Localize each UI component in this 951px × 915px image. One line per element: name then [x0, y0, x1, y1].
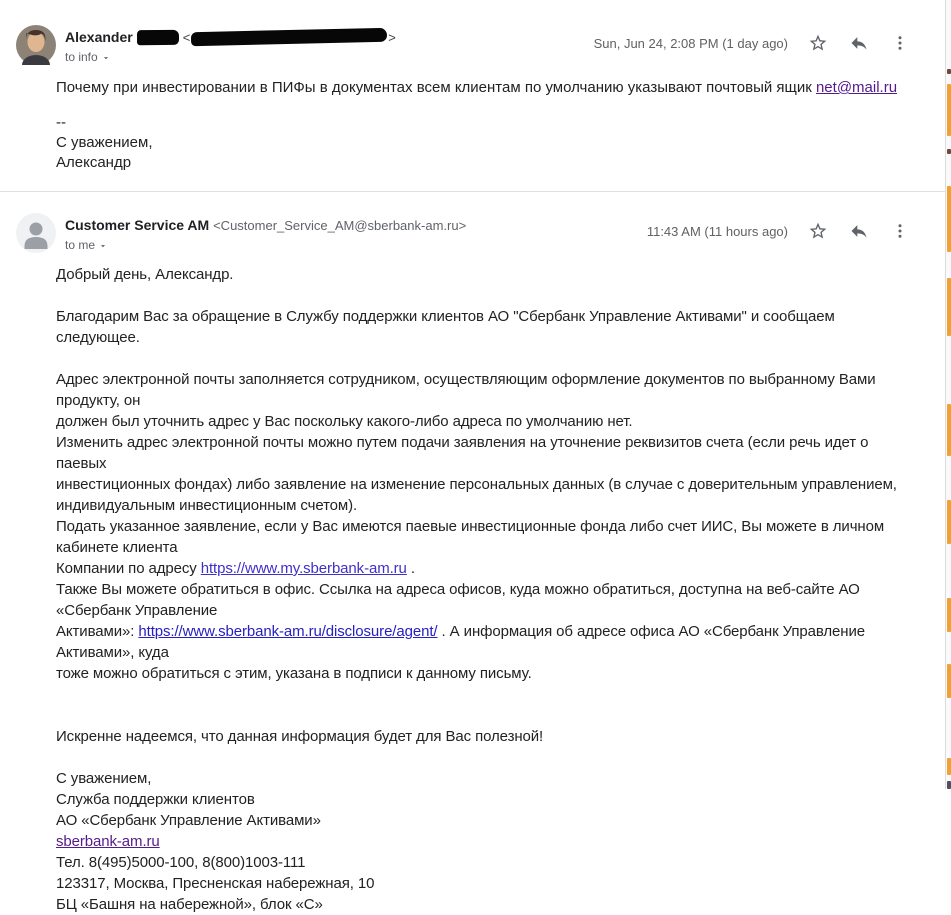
message-2-sender-block — [65, 213, 647, 254]
scroll-marker — [947, 664, 951, 698]
scrollbar[interactable] — [945, 0, 951, 789]
sender-line — [65, 213, 647, 235]
person-silhouette-icon — [16, 213, 56, 253]
more-vert-icon[interactable] — [889, 220, 911, 242]
chevron-down-icon — [101, 53, 111, 63]
message-1-sender-block — [65, 25, 594, 66]
question-text: Почему при инвестировании в ПИФы в документах всем клиентам по умолчанию указывают почтовый ящик — [56, 79, 816, 96]
message-2-header-actions — [647, 213, 911, 242]
body-line: Также Вы можете обратиться в офис. Ссылка на адреса офисов, куда можно обратиться, доступна на веб-сайте АО «Сбербанк Управление — [56, 581, 860, 619]
blank-line — [56, 747, 911, 768]
mailru-link[interactable]: net@mail.ru — [815, 79, 898, 96]
blank-line — [56, 348, 911, 369]
body-line: должен был уточнить адрес у Вас поскольку какого-либо адреса по умолчанию нет. — [56, 413, 633, 430]
reply-icon[interactable] — [848, 220, 870, 242]
blank-line — [56, 98, 911, 113]
sender-photo-avatar — [16, 25, 56, 65]
sender-name[interactable]: Alexander — [65, 29, 133, 45]
body-text: . — [406, 560, 415, 577]
default-avatar — [16, 213, 56, 253]
message-2-header — [16, 213, 911, 254]
hope-line: Искренне надеемся, что данная информация будет для Вас полезной! — [56, 728, 544, 745]
signature-line: Александр — [56, 154, 132, 171]
body-text: . А информация об адресе офиса АО «Сбербанк Управление Активами», куда — [56, 623, 866, 661]
message-1-header — [16, 25, 911, 66]
recipient-dropdown[interactable] — [65, 50, 111, 65]
scroll-marker — [947, 278, 951, 336]
body-line — [56, 558, 911, 579]
body-line — [56, 621, 911, 663]
signature-line: Служба поддержки клиентов — [56, 791, 255, 808]
message-1-body — [56, 78, 911, 173]
signature-line: АО «Сбербанк Управление Активами» — [56, 812, 321, 829]
star-icon[interactable] — [807, 220, 829, 242]
message-2-body — [56, 264, 911, 915]
message-1-header-actions — [594, 25, 911, 54]
sender-line — [65, 25, 594, 47]
signature-line: С уважением, — [56, 770, 152, 787]
greeting: Добрый день, Александр. — [56, 266, 234, 283]
sender-name[interactable]: Customer Service AM — [65, 217, 210, 233]
redacted-email-address — [191, 28, 387, 46]
person-photo-icon — [16, 25, 56, 65]
more-vert-icon[interactable] — [889, 32, 911, 54]
sberbank-am-link[interactable]: sberbank-am.ru — [56, 833, 160, 850]
reply-icon[interactable] — [848, 32, 870, 54]
message-1 — [0, 0, 951, 192]
chevron-down-icon — [98, 241, 108, 251]
body-line: тоже можно обратиться с этим, указана в подписи к данному письму. — [56, 665, 532, 682]
recipient-dropdown[interactable] — [65, 238, 108, 253]
blank-line — [56, 285, 911, 306]
scroll-marker — [947, 149, 951, 154]
body-line: Изменить адрес электронной почты можно путем подачи заявления на уточнение реквизитов счета (если речь идет о паевых — [56, 434, 869, 472]
scroll-marker — [947, 758, 951, 775]
body-line: Подать указанное заявление, если у Вас имеются паевые инвестиционные фонда либо счет ИИС, Вы можете в личном кабинете клиента — [56, 518, 885, 556]
body-line: Адрес электронной почты заполняется сотрудником, осуществляющим оформление документов по выбранному Вами продукту, он — [56, 371, 876, 409]
recipient-label: to me — [65, 238, 96, 252]
email-close-bracket: > — [388, 30, 396, 45]
scroll-marker — [947, 186, 951, 252]
scroll-marker — [947, 598, 951, 632]
body-line: инвестиционных фондах) либо заявление на изменение персональных данных (в случае с доверительным управлением, — [56, 476, 897, 493]
my-sberbank-link[interactable]: https://www.my.sberbank-am.ru — [200, 560, 407, 577]
message-2 — [0, 192, 951, 915]
star-icon[interactable] — [807, 32, 829, 54]
body-text: Компании по адресу — [56, 560, 201, 577]
scroll-marker — [947, 404, 951, 456]
scroll-marker — [947, 781, 951, 789]
recipient-label: to info — [65, 50, 98, 64]
signature-line — [56, 831, 911, 852]
body-line: индивидуальным инвестиционным счетом). — [56, 497, 358, 514]
scroll-marker — [947, 69, 951, 74]
thanks-line: Благодарим Вас за обращение в Службу поддержки клиентов АО "Сбербанк Управление Активами" и сообщаем следующее. — [56, 308, 835, 346]
body-line — [56, 78, 911, 98]
email-open-bracket: < — [182, 30, 191, 45]
message-date: Sun, Jun 24, 2:08 PM (1 day ago) — [593, 35, 788, 51]
blank-line — [56, 684, 911, 705]
signature-phone: Тел. 8(495)5000-100, 8(800)1003-111 — [56, 854, 306, 871]
redacted-lastname — [137, 30, 179, 45]
scroll-marker — [947, 500, 951, 544]
scroll-marker — [947, 84, 951, 136]
disclosure-agent-link[interactable]: https://www.sberbank-am.ru/disclosure/agent/ — [138, 623, 438, 640]
signature-address: 123317, Москва, Пресненская набережная, 10 — [56, 875, 375, 892]
body-text: Активами»: — [56, 623, 139, 640]
signature-line: С уважением, — [56, 134, 153, 151]
signature-address: БЦ «Башня на набережной», блок «С» — [56, 896, 323, 913]
message-date: 11:43 AM (11 hours ago) — [646, 223, 788, 239]
blank-line — [56, 705, 911, 726]
signature-divider: -- — [56, 114, 66, 131]
sender-email: <Customer_Service_AM@sberbank-am.ru> — [213, 218, 467, 233]
